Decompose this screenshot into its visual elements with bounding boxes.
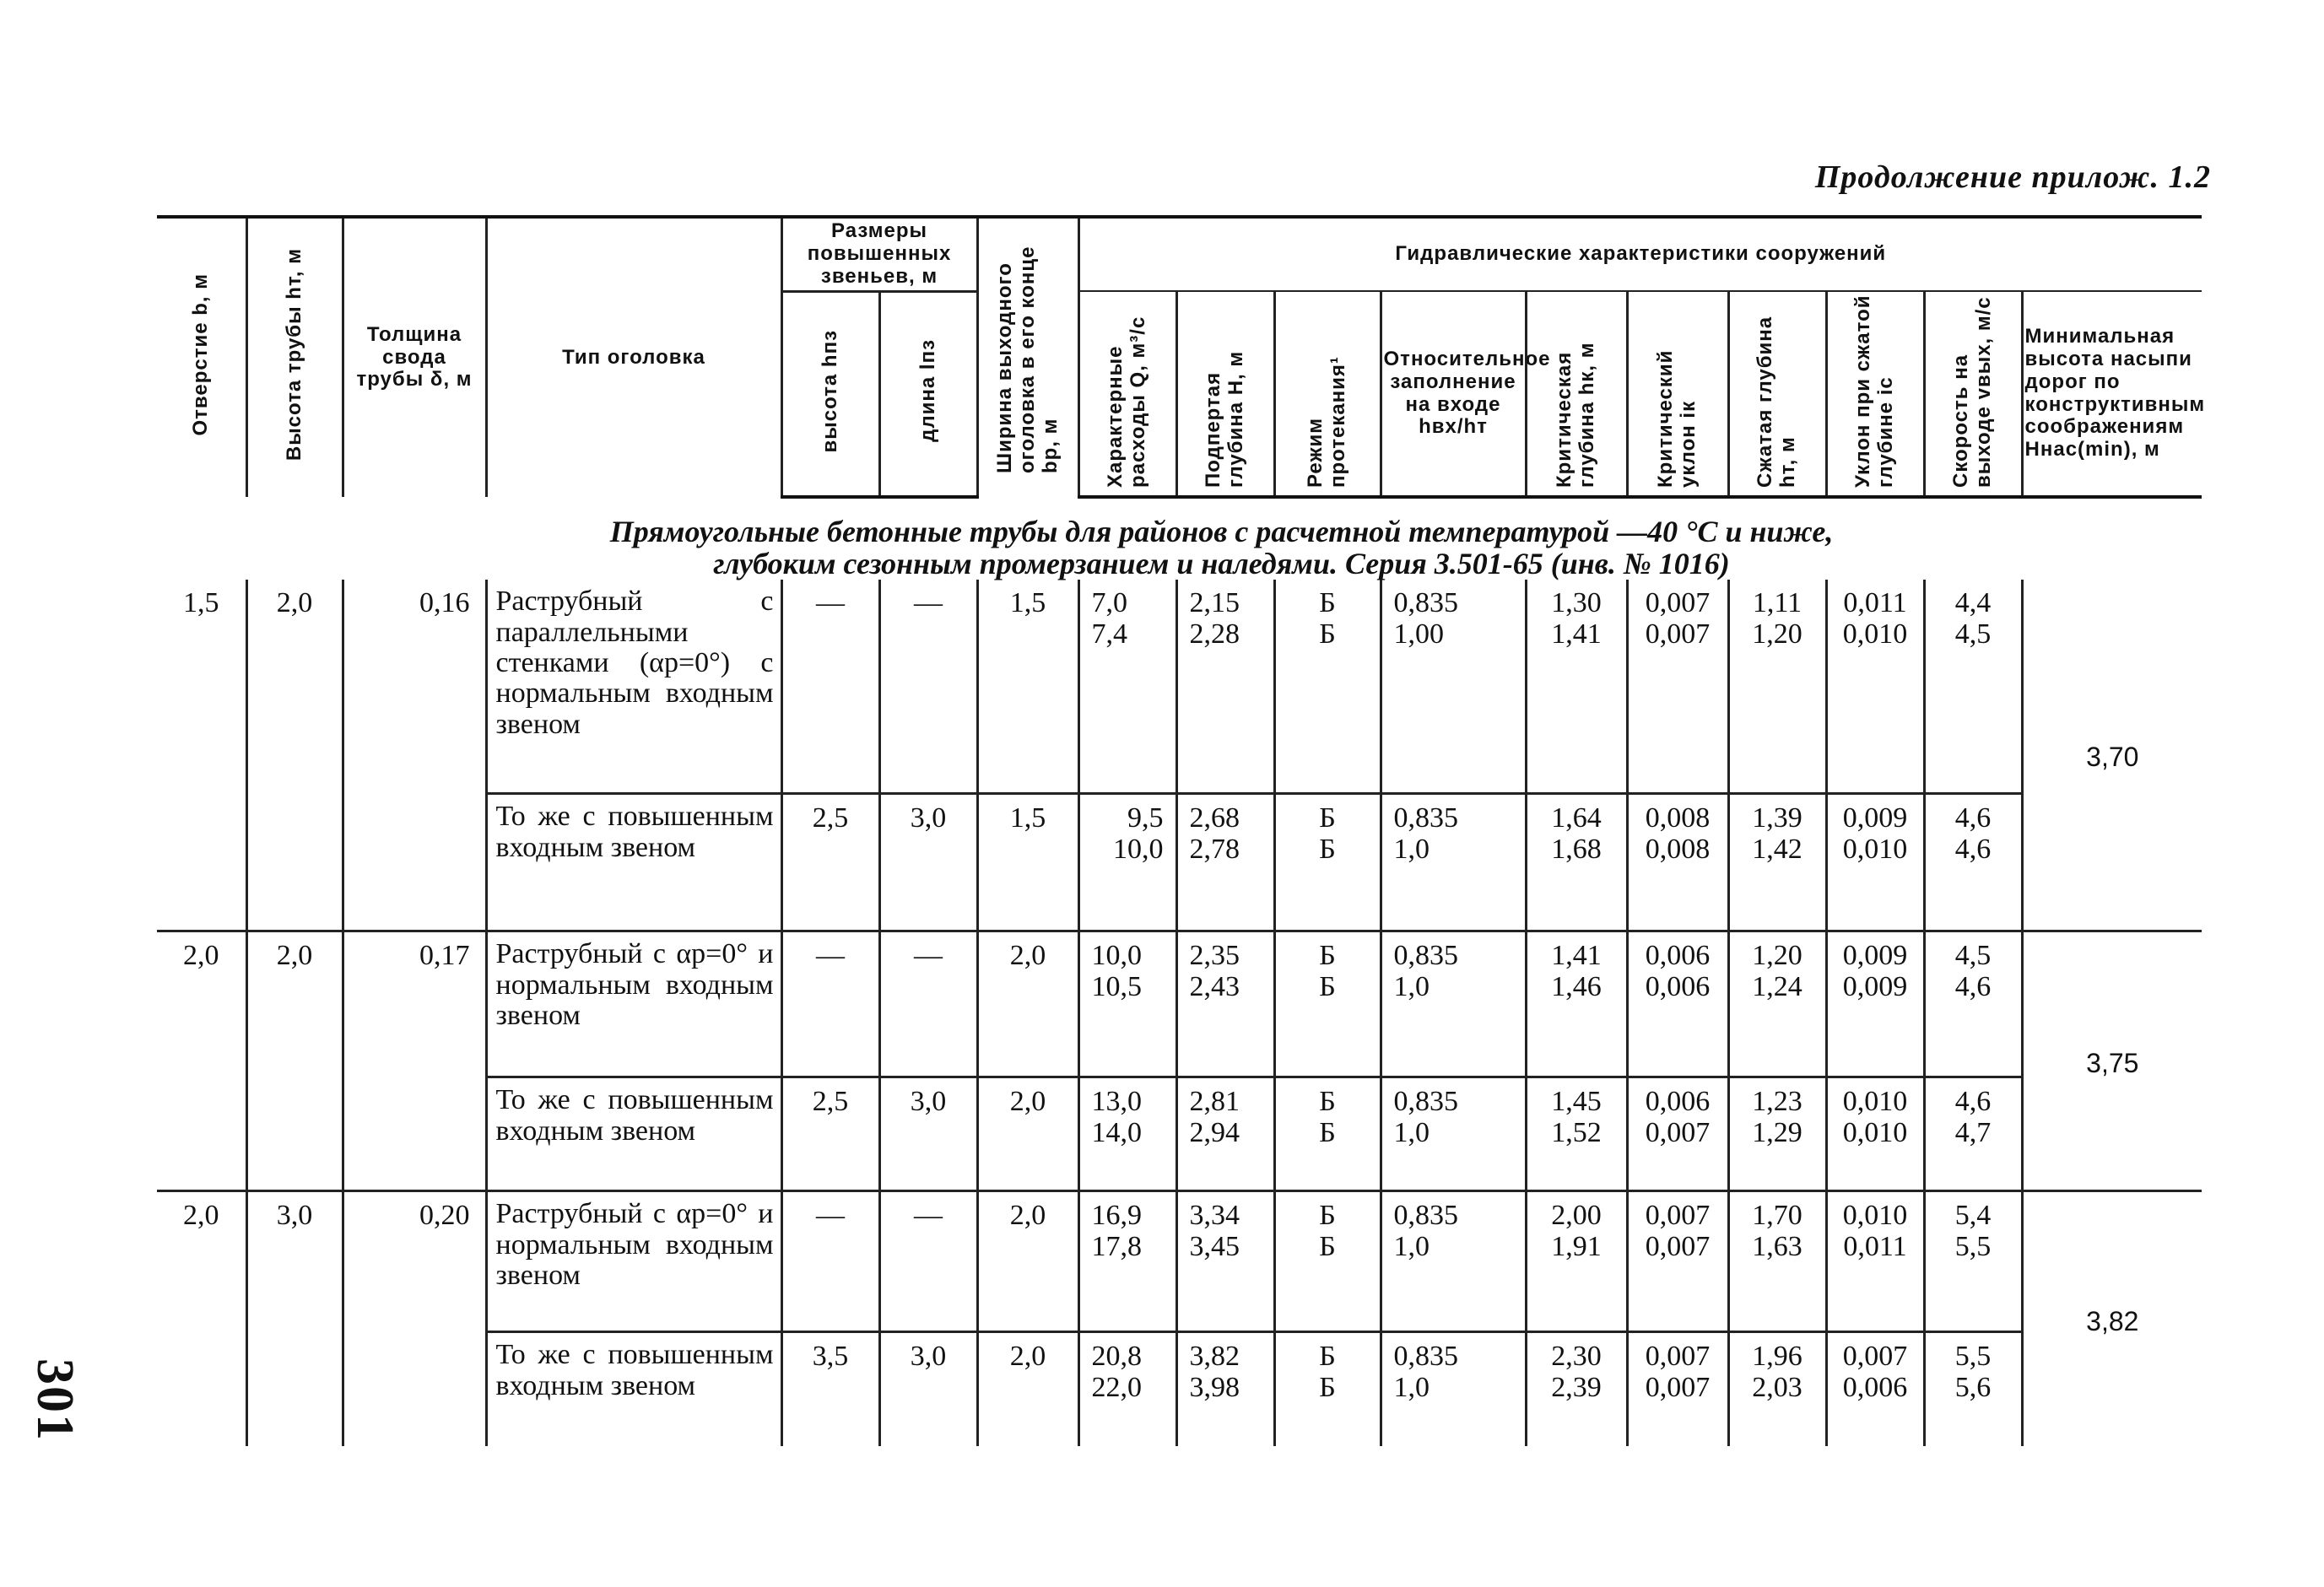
cell-opening: 2,0 — [157, 1191, 246, 1447]
cell-min-embankment: 3,82 — [2022, 1191, 2202, 1447]
cell-length-lpz: 3,0 — [879, 794, 977, 931]
col-header-min-embankment: Минимальная высота насыпи дорог по конструктивным соображениям Hнас(min), м — [2022, 291, 2202, 497]
cell-min-embankment: 3,70 — [2022, 580, 2202, 931]
cell-critical-depth: 2,30 2,39 — [1526, 1332, 1627, 1447]
cell-height-hpz: — — [781, 580, 879, 794]
cell-critical-slope: 0,007 0,007 — [1627, 580, 1728, 794]
col-header-hydraulic: Гидравлические характеристики сооружений — [1078, 217, 2202, 291]
cell-slope-compressed: 0,009 0,010 — [1826, 794, 1924, 931]
cell-min-embankment: 3,75 — [2022, 931, 2202, 1191]
cell-height-hpz: 2,5 — [781, 1077, 879, 1191]
col-header-outlet-velocity: Скорость на выходе vвых, м/с — [1924, 291, 2022, 497]
col-header-height-hpz: высота hпз — [781, 291, 879, 497]
cell-outlet-velocity: 4,6 4,7 — [1924, 1077, 2022, 1191]
col-header-pipe-height: Высота трубы hт, м — [246, 217, 343, 497]
cell-critical-slope: 0,006 0,007 — [1627, 1077, 1728, 1191]
col-header-compressed-depth: Сжатая глубина hт, м — [1728, 291, 1826, 497]
cell-flow-mode: Б Б — [1274, 1332, 1381, 1447]
cell-compressed-depth: 1,20 1,24 — [1728, 931, 1826, 1077]
cell-compressed-depth: 1,39 1,42 — [1728, 794, 1826, 931]
cell-critical-slope: 0,007 0,007 — [1627, 1191, 1728, 1332]
cell-backwater-h: 2,68 2,78 — [1176, 794, 1274, 931]
cell-outlet-width: 2,0 — [977, 1191, 1078, 1332]
cell-relative-fill: 0,835 1,0 — [1381, 1077, 1526, 1191]
page-number: 301 — [26, 1358, 84, 1442]
table-header — [157, 217, 2206, 497]
cell-height-hpz: 2,5 — [781, 794, 879, 931]
cell-length-lpz: 3,0 — [879, 1077, 977, 1191]
cell-slope-compressed: 0,007 0,006 — [1826, 1332, 1924, 1447]
col-header-flow-mode: Режим протекания¹ — [1274, 291, 1381, 497]
cell-length-lpz: — — [879, 580, 977, 794]
cell-slope-compressed: 0,011 0,010 — [1826, 580, 1924, 794]
cell-backwater-h: 3,34 3,45 — [1176, 1191, 1274, 1332]
cell-outlet-width: 2,0 — [977, 1077, 1078, 1191]
cell-height-hpz: — — [781, 931, 879, 1077]
col-header-outlet-width: Ширина выходного оголовка в его конце bр, м — [977, 217, 1078, 497]
cell-opening: 1,5 — [157, 580, 246, 931]
col-header-length-lpz: длина lпз — [879, 291, 977, 497]
cell-flow-mode: Б Б — [1274, 1191, 1381, 1332]
cell-slope-compressed: 0,010 0,011 — [1826, 1191, 1924, 1332]
cell-length-lpz: — — [879, 931, 977, 1077]
cell-relative-fill: 0,835 1,0 — [1381, 794, 1526, 931]
cell-arch-thickness: 0,20 — [343, 1191, 486, 1447]
cell-relative-fill: 0,835 1,0 — [1381, 1332, 1526, 1447]
cell-pipe-height: 2,0 — [246, 580, 343, 931]
cell-height-hpz: — — [781, 1191, 879, 1332]
col-header-headwall-type: Тип оголовка — [486, 217, 781, 497]
cell-critical-slope: 0,008 0,008 — [1627, 794, 1728, 931]
cell-outlet-velocity: 5,4 5,5 — [1924, 1191, 2022, 1332]
table-row — [157, 1191, 2202, 1332]
col-header-backwater-h: Подпертая глубина H, м — [1176, 291, 1274, 497]
cell-outlet-width: 1,5 — [977, 794, 1078, 931]
table-row — [157, 931, 2202, 1077]
cell-flow-q: 9,5 10,0 — [1078, 794, 1176, 931]
cell-flow-q: 20,8 22,0 — [1078, 1332, 1176, 1447]
col-header-slope-compressed: Уклон при сжатой глубине iс — [1826, 291, 1924, 497]
section-title: Прямоугольные бетонные трубы для районов с расчетной температурой —40 °С и ниже, глубоким сезонным промерзанием и наледями. Серия 3.501-65 (инв. № 1016) — [609, 515, 1834, 581]
cell-flow-mode: Б Б — [1274, 794, 1381, 931]
col-header-critical-slope: Критический уклон iк — [1627, 291, 1728, 497]
cell-critical-depth: 1,64 1,68 — [1526, 794, 1627, 931]
cell-headwall-type: Раструбный с параллельными стенками (αр=0°) с нормальным входным звеном — [486, 580, 781, 794]
cell-critical-slope: 0,006 0,006 — [1627, 931, 1728, 1077]
cell-outlet-velocity: 4,5 4,6 — [1924, 931, 2022, 1077]
cell-outlet-width: 2,0 — [977, 931, 1078, 1077]
table-row — [157, 580, 2202, 794]
cell-compressed-depth: 1,23 1,29 — [1728, 1077, 1826, 1191]
cell-length-lpz: — — [879, 1191, 977, 1332]
cell-flow-mode: Б Б — [1274, 580, 1381, 794]
cell-flow-mode: Б Б — [1274, 931, 1381, 1077]
col-header-raised-links: Размеры повышенных звеньев, м — [781, 217, 977, 291]
cell-outlet-width: 1,5 — [977, 580, 1078, 794]
pipe-table — [157, 215, 2206, 1446]
cell-relative-fill: 0,835 1,0 — [1381, 931, 1526, 1077]
cell-height-hpz: 3,5 — [781, 1332, 879, 1447]
cell-outlet-velocity: 4,4 4,5 — [1924, 580, 2022, 794]
cell-opening: 2,0 — [157, 931, 246, 1191]
cell-compressed-depth: 1,96 2,03 — [1728, 1332, 1826, 1447]
cell-slope-compressed: 0,009 0,009 — [1826, 931, 1924, 1077]
cell-outlet-velocity: 5,5 5,6 — [1924, 1332, 2022, 1447]
cell-backwater-h: 2,35 2,43 — [1176, 931, 1274, 1077]
cell-flow-q: 7,0 7,4 — [1078, 580, 1176, 794]
col-header-flow-q: Характерные расходы Q, м³/с — [1078, 291, 1176, 497]
cell-critical-depth: 1,30 1,41 — [1526, 580, 1627, 794]
cell-relative-fill: 0,835 1,00 — [1381, 580, 1526, 794]
col-header-opening: Отверстие b, м — [157, 217, 246, 497]
cell-critical-slope: 0,007 0,007 — [1627, 1332, 1728, 1447]
col-header-relative-fill: Относительное заполнение на входе hвх/hт — [1381, 291, 1526, 497]
cell-critical-depth: 1,45 1,52 — [1526, 1077, 1627, 1191]
cell-headwall-type: То же с повышенным входным звеном — [486, 794, 781, 931]
cell-outlet-velocity: 4,6 4,6 — [1924, 794, 2022, 931]
table-body — [157, 497, 2202, 1446]
cell-backwater-h: 3,82 3,98 — [1176, 1332, 1274, 1447]
cell-critical-depth: 1,41 1,46 — [1526, 931, 1627, 1077]
cell-backwater-h: 2,15 2,28 — [1176, 580, 1274, 794]
cell-headwall-type: То же с повышенным входным звеном — [486, 1332, 781, 1447]
cell-flow-q: 16,9 17,8 — [1078, 1191, 1176, 1332]
cell-compressed-depth: 1,70 1,63 — [1728, 1191, 1826, 1332]
cell-pipe-height: 2,0 — [246, 931, 343, 1191]
cell-critical-depth: 2,00 1,91 — [1526, 1191, 1627, 1332]
col-header-arch-thickness: Толщина свода трубы δ, м — [343, 217, 486, 497]
cell-headwall-type: Раструбный с αр=0° и нормальным входным звеном — [486, 931, 781, 1077]
cell-headwall-type: Раструбный с αр=0° и нормальным входным звеном — [486, 1191, 781, 1332]
cell-pipe-height: 3,0 — [246, 1191, 343, 1447]
continuation-note: Продолжение прилож. 1.2 — [1814, 159, 2211, 195]
cell-arch-thickness: 0,17 — [343, 931, 486, 1191]
cell-slope-compressed: 0,010 0,010 — [1826, 1077, 1924, 1191]
cell-arch-thickness: 0,16 — [343, 580, 486, 931]
cell-outlet-width: 2,0 — [977, 1332, 1078, 1447]
cell-backwater-h: 2,81 2,94 — [1176, 1077, 1274, 1191]
cell-length-lpz: 3,0 — [879, 1332, 977, 1447]
cell-relative-fill: 0,835 1,0 — [1381, 1191, 1526, 1332]
cell-flow-mode: Б Б — [1274, 1077, 1381, 1191]
cell-compressed-depth: 1,11 1,20 — [1728, 580, 1826, 794]
col-header-critical-depth: Критическая глубина hк, м — [1526, 291, 1627, 497]
cell-headwall-type: То же с повышенным входным звеном — [486, 1077, 781, 1191]
cell-flow-q: 10,0 10,5 — [1078, 931, 1176, 1077]
cell-flow-q: 13,0 14,0 — [1078, 1077, 1176, 1191]
